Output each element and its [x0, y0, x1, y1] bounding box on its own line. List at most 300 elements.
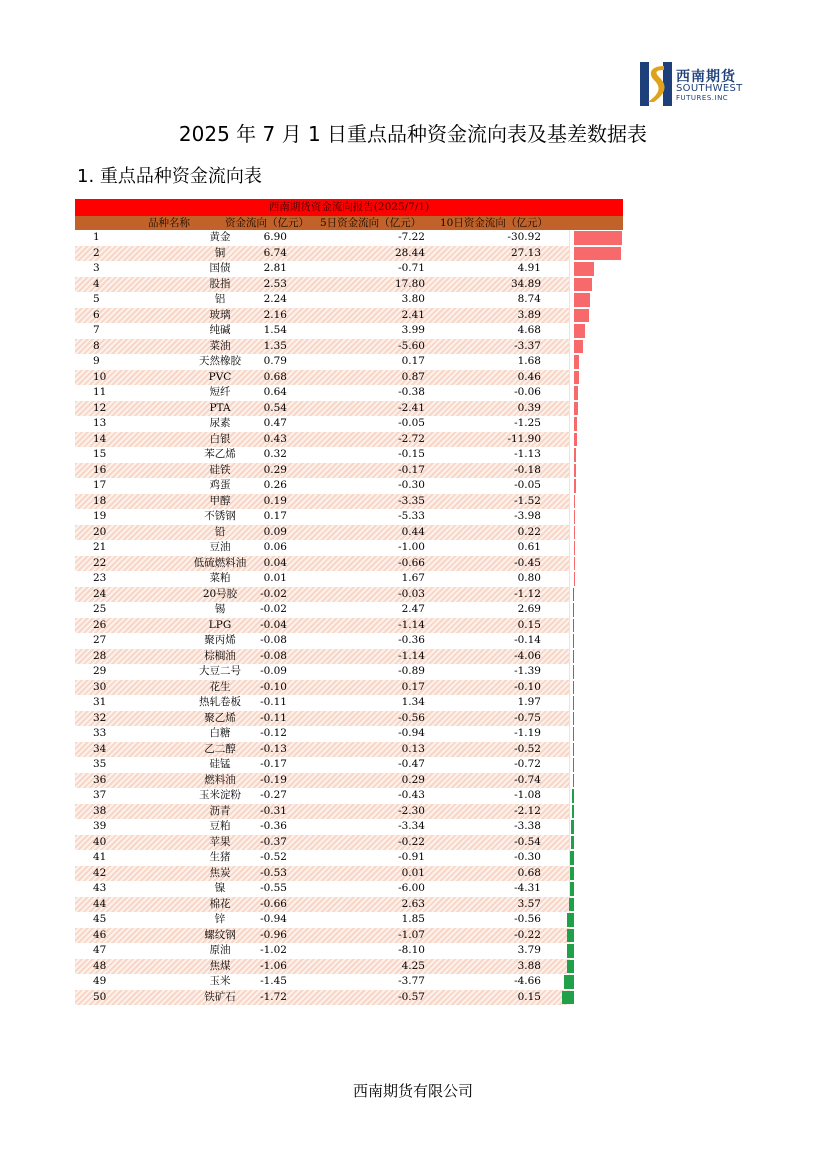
row-flow-5d: 28.44 [394, 246, 425, 259]
table-row [75, 757, 623, 773]
row-flow-10d: 2.69 [517, 603, 541, 615]
databar-cell [569, 494, 623, 510]
databar [567, 944, 574, 958]
databar-cell [569, 695, 623, 711]
row-flow-5d: -1.14 [398, 649, 425, 662]
table-row [75, 509, 623, 525]
row-flow-5d: -6.00 [398, 882, 425, 894]
row-flow-5d: -2.30 [398, 804, 425, 817]
row-flow-5d: -0.89 [398, 665, 425, 677]
databar-cell [569, 711, 623, 727]
sw-futures-logo-icon [640, 62, 672, 106]
row-flow-5d: -0.47 [398, 758, 425, 770]
databar [574, 293, 590, 307]
databar-cell [569, 726, 623, 742]
row-name: 菜油 [209, 339, 231, 352]
row-flow: -0.09 [260, 665, 287, 677]
table-row [75, 788, 623, 804]
row-flow: -0.31 [260, 804, 287, 817]
table-row [75, 540, 623, 556]
row-flow: -0.36 [260, 820, 287, 832]
row-flow-5d: 0.17 [401, 355, 425, 367]
row-name: 豆油 [209, 541, 231, 553]
row-flow: -1.72 [260, 990, 287, 1003]
row-flow: -0.19 [260, 773, 287, 786]
row-flow-10d: -0.54 [514, 835, 541, 848]
databar [572, 789, 574, 803]
row-name: 镍 [214, 882, 226, 894]
row-flow-5d: 0.13 [401, 742, 425, 755]
row-flow-5d: 2.41 [401, 308, 425, 321]
row-flow-10d: 0.22 [517, 525, 541, 538]
databar-cell [569, 463, 623, 479]
row-flow-10d: -3.37 [514, 339, 541, 352]
row-flow-5d: -0.38 [398, 386, 425, 398]
table-row [75, 277, 623, 293]
row-cells [75, 277, 569, 293]
row-flow: 1.54 [263, 324, 287, 336]
row-flow-5d: 3.80 [401, 293, 425, 305]
row-flow: -0.17 [260, 758, 287, 770]
row-flow-5d: -0.94 [398, 727, 425, 739]
row-flow: 0.64 [263, 386, 287, 398]
row-flow-5d: -0.30 [398, 479, 425, 491]
row-index: 50 [93, 990, 107, 1003]
row-flow: -0.55 [260, 882, 287, 894]
databar [569, 898, 574, 912]
row-index: 6 [93, 308, 100, 321]
databar [574, 557, 575, 571]
row-flow-5d: 0.29 [401, 773, 425, 786]
databar-cell [569, 587, 623, 603]
row-name: 聚丙烯 [204, 634, 236, 646]
row-index: 48 [93, 959, 107, 972]
row-flow-10d: 0.15 [517, 618, 541, 631]
row-flow-5d: 0.87 [401, 370, 425, 383]
databar [573, 696, 574, 710]
row-name: 铁矿石 [204, 990, 236, 1003]
databar [573, 588, 574, 602]
row-index: 16 [93, 463, 107, 476]
row-name: 焦煤 [209, 959, 231, 972]
databar [570, 851, 574, 865]
row-cells [75, 804, 569, 820]
row-flow-5d: -0.91 [398, 851, 425, 863]
row-flow-5d: -0.05 [398, 417, 425, 429]
row-index: 34 [93, 742, 107, 755]
databar [574, 464, 576, 478]
databar-cell [569, 370, 623, 386]
row-flow: -0.13 [260, 742, 287, 755]
table-row [75, 525, 623, 541]
row-name: 焦炭 [209, 866, 231, 879]
databar [562, 991, 574, 1005]
row-name: LPG [208, 618, 232, 631]
row-flow-10d: -0.30 [514, 851, 541, 863]
databar-cell [569, 323, 623, 339]
table-row [75, 323, 623, 339]
row-cells [75, 432, 569, 448]
table-row [75, 230, 623, 246]
databar [567, 929, 574, 943]
row-cells [75, 447, 569, 463]
row-cells [75, 649, 569, 665]
row-name: 苯乙烯 [204, 448, 236, 460]
databar [573, 665, 574, 679]
row-flow-10d: 0.46 [517, 370, 541, 383]
table-row [75, 354, 623, 370]
databar [574, 541, 575, 555]
row-flow: 0.43 [263, 432, 287, 445]
row-index: 5 [93, 293, 100, 305]
row-flow-10d: -0.74 [514, 773, 541, 786]
row-flow-5d: 0.17 [401, 680, 425, 693]
row-cells [75, 571, 569, 587]
row-flow-5d: 1.85 [401, 913, 425, 925]
logo-english-subtext: FUTURES.INC [676, 94, 729, 102]
databar-cell [569, 990, 623, 1006]
row-cells [75, 788, 569, 804]
row-name: 甲醇 [209, 494, 231, 507]
row-flow: -0.11 [260, 696, 287, 708]
row-flow-10d: -0.45 [514, 556, 541, 569]
row-cells [75, 246, 569, 262]
row-flow-5d: -3.77 [398, 975, 425, 987]
row-flow-10d: -4.66 [514, 975, 541, 987]
table-row [75, 463, 623, 479]
row-index: 45 [93, 913, 107, 925]
table-row [75, 416, 623, 432]
databar-cell [569, 478, 623, 494]
row-index: 38 [93, 804, 107, 817]
row-index: 11 [93, 386, 107, 398]
row-name: 燃料油 [204, 773, 236, 786]
databar [574, 417, 577, 431]
row-flow-5d: 1.34 [401, 696, 425, 708]
databar-cell [569, 959, 623, 975]
table-row [75, 819, 623, 835]
databar-cell [569, 540, 623, 556]
row-cells [75, 881, 569, 897]
row-name: 菜粕 [209, 572, 231, 584]
row-flow: 2.24 [263, 293, 287, 305]
row-cells [75, 478, 569, 494]
row-index: 19 [93, 510, 107, 522]
table-row [75, 804, 623, 820]
databar [571, 836, 574, 850]
row-name: 铝 [214, 293, 226, 305]
row-flow: 0.26 [263, 479, 287, 491]
row-cells [75, 525, 569, 541]
row-name: 20号胶 [202, 587, 238, 600]
databar-cell [569, 246, 623, 262]
row-flow-10d: 0.80 [517, 572, 541, 584]
row-index: 28 [93, 649, 107, 662]
table-row [75, 680, 623, 696]
row-cells [75, 385, 569, 401]
row-flow: -0.66 [260, 897, 287, 910]
row-name: 硅铁 [209, 463, 231, 476]
row-flow: -0.96 [260, 928, 287, 941]
row-flow: 0.29 [263, 463, 287, 476]
header-flow-10d: 10日资金流向（亿元） [440, 217, 548, 229]
row-name: 铜 [214, 246, 226, 259]
row-flow-5d: 17.80 [394, 277, 425, 290]
row-flow-5d: -2.72 [398, 432, 425, 445]
row-flow-5d: -3.34 [398, 820, 425, 832]
row-flow-5d: -0.15 [398, 448, 425, 460]
row-index: 10 [93, 370, 107, 383]
row-index: 12 [93, 401, 107, 414]
databar-cell [569, 773, 623, 789]
row-flow-10d: 0.39 [517, 401, 541, 414]
table-row [75, 587, 623, 603]
row-flow-5d: -5.60 [398, 339, 425, 352]
document-title: 2025 年 7 月 1 日重点品种资金流向表及基差数据表 [178, 122, 648, 146]
table-row [75, 866, 623, 882]
databar-cell [569, 788, 623, 804]
table-row [75, 385, 623, 401]
row-cells [75, 695, 569, 711]
row-flow-5d: -0.57 [398, 990, 425, 1003]
databar [573, 743, 574, 757]
row-cells [75, 680, 569, 696]
databar [574, 340, 583, 354]
databar [571, 820, 574, 834]
databar-cell [569, 881, 623, 897]
row-flow-5d: -7.22 [398, 231, 425, 243]
databar-cell [569, 757, 623, 773]
row-flow: 0.17 [263, 510, 287, 522]
row-name: 花生 [209, 680, 231, 693]
table-row [75, 618, 623, 634]
row-index: 23 [93, 572, 107, 584]
row-cells [75, 509, 569, 525]
databar-cell [569, 649, 623, 665]
row-cells [75, 850, 569, 866]
row-flow: -0.08 [260, 634, 287, 646]
databar-cell [569, 571, 623, 587]
row-index: 47 [93, 944, 107, 956]
row-flow-10d: -30.92 [507, 231, 541, 243]
row-flow-5d: -8.10 [398, 944, 425, 956]
row-flow: -0.11 [260, 711, 287, 724]
row-flow-5d: -0.17 [398, 463, 425, 476]
row-cells [75, 618, 569, 634]
row-flow-10d: -0.75 [514, 711, 541, 724]
row-name: 锌 [214, 913, 226, 925]
row-flow-5d: -3.35 [398, 494, 425, 507]
databar [573, 650, 574, 664]
row-flow-10d: -0.22 [514, 928, 541, 941]
row-flow: -0.27 [260, 789, 287, 801]
row-cells [75, 323, 569, 339]
row-cells [75, 556, 569, 572]
databar [574, 262, 594, 276]
databar [574, 309, 589, 323]
row-flow-5d: -0.43 [398, 789, 425, 801]
row-cells [75, 370, 569, 386]
row-name: 原油 [209, 944, 231, 956]
databar [574, 479, 576, 493]
row-name: 玻璃 [209, 308, 231, 321]
row-index: 35 [93, 758, 107, 770]
table-row [75, 602, 623, 618]
row-name: 乙二醇 [204, 742, 236, 755]
row-cells [75, 819, 569, 835]
row-flow: 6.74 [263, 246, 287, 259]
row-name: 白糖 [209, 727, 231, 739]
row-flow-5d: -0.66 [398, 556, 425, 569]
row-flow-10d: -0.56 [514, 913, 541, 925]
table-row [75, 246, 623, 262]
table-row [75, 432, 623, 448]
row-cells [75, 773, 569, 789]
row-flow: -0.02 [260, 603, 287, 615]
row-flow-10d: 27.13 [510, 246, 541, 259]
databar-cell [569, 928, 623, 944]
row-cells [75, 974, 569, 990]
databar [572, 805, 574, 819]
row-flow-10d: 1.97 [517, 696, 541, 708]
row-cells [75, 711, 569, 727]
row-flow-10d: -0.52 [514, 742, 541, 755]
row-name: 鸡蛋 [209, 479, 231, 491]
row-index: 21 [93, 541, 107, 553]
table-row [75, 292, 623, 308]
databar-cell [569, 509, 623, 525]
row-flow: 2.16 [263, 308, 287, 321]
row-cells [75, 835, 569, 851]
table-row [75, 308, 623, 324]
row-cells [75, 587, 569, 603]
row-name: 热轧卷板 [199, 696, 241, 708]
logo-english-text: SOUTHWEST [676, 83, 743, 94]
table-row [75, 447, 623, 463]
row-name: 国债 [209, 262, 231, 274]
row-index: 17 [93, 479, 107, 491]
row-flow: -0.52 [260, 851, 287, 863]
databar-cell [569, 943, 623, 959]
row-name: 不锈钢 [204, 510, 236, 522]
row-index: 9 [93, 355, 100, 367]
row-flow-10d: -1.19 [514, 727, 541, 739]
logo-chinese-text: 西南期货 [676, 69, 736, 85]
row-name: 苹果 [209, 835, 231, 848]
row-flow: 0.32 [263, 448, 287, 460]
row-flow-5d: 4.25 [401, 959, 425, 972]
databar [573, 712, 574, 726]
row-cells [75, 928, 569, 944]
row-flow: -1.06 [260, 959, 287, 972]
row-flow-5d: -0.36 [398, 634, 425, 646]
row-flow: 2.53 [263, 277, 287, 290]
section-title: 1. 重点品种资金流向表 [77, 166, 262, 187]
row-flow-10d: -11.90 [507, 432, 541, 445]
row-name: 豆粕 [209, 820, 231, 832]
row-index: 4 [93, 277, 100, 290]
row-flow: 6.90 [263, 231, 287, 243]
row-flow: -0.08 [260, 649, 287, 662]
databar-cell [569, 447, 623, 463]
table-row [75, 478, 623, 494]
row-flow-10d: -1.13 [514, 448, 541, 460]
row-name: 螺纹钢 [204, 928, 236, 941]
databar-cell [569, 292, 623, 308]
databar-cell [569, 680, 623, 696]
row-flow-10d: 0.61 [517, 541, 541, 553]
row-cells [75, 959, 569, 975]
row-flow-5d: 1.67 [401, 572, 425, 584]
row-flow-10d: 3.88 [517, 959, 541, 972]
row-index: 2 [93, 246, 100, 259]
databar [573, 634, 574, 648]
row-flow-10d: 4.91 [517, 262, 541, 274]
table-row [75, 850, 623, 866]
table-row [75, 912, 623, 928]
row-flow-10d: -0.10 [514, 680, 541, 693]
row-index: 7 [93, 324, 100, 336]
row-flow: -1.02 [260, 944, 287, 956]
row-flow-5d: -0.22 [398, 835, 425, 848]
table-row [75, 370, 623, 386]
databar [574, 324, 585, 338]
row-index: 22 [93, 556, 107, 569]
table-row [75, 974, 623, 990]
row-flow-10d: -1.08 [514, 789, 541, 801]
row-flow-10d: 8.74 [517, 293, 541, 305]
databar-cell [569, 339, 623, 355]
row-index: 14 [93, 432, 107, 445]
row-name: 纯碱 [209, 324, 231, 336]
row-name: 低硫燃料油 [193, 556, 247, 569]
table-row [75, 401, 623, 417]
databar [573, 774, 574, 788]
row-flow: 0.06 [263, 541, 287, 553]
table-row [75, 742, 623, 758]
row-name: 锡 [214, 603, 226, 615]
row-index: 40 [93, 835, 107, 848]
header-flow-5d: 5日资金流向（亿元） [320, 217, 422, 229]
row-cells [75, 726, 569, 742]
row-index: 8 [93, 339, 100, 352]
row-index: 49 [93, 975, 107, 987]
fund-flow-table [75, 199, 623, 1005]
table-row [75, 773, 623, 789]
row-flow-5d: -2.41 [398, 401, 425, 414]
databar [574, 278, 592, 292]
row-flow-5d: -1.07 [398, 928, 425, 941]
table-row [75, 261, 623, 277]
databar-cell [569, 416, 623, 432]
table-row [75, 928, 623, 944]
row-index: 33 [93, 727, 107, 739]
row-flow: 0.47 [263, 417, 287, 429]
row-index: 41 [93, 851, 107, 863]
databar-cell [569, 912, 623, 928]
row-cells [75, 416, 569, 432]
databar-cell [569, 261, 623, 277]
row-cells [75, 602, 569, 618]
footer-company: 西南期货有限公司 [352, 1082, 473, 1100]
row-name: 生猪 [209, 851, 231, 863]
row-flow: 0.09 [263, 525, 287, 538]
row-flow: 0.68 [263, 370, 287, 383]
row-flow-10d: -1.39 [514, 665, 541, 677]
row-flow-10d: 0.15 [517, 990, 541, 1003]
row-name: 大豆二号 [199, 665, 241, 677]
row-flow-5d: -1.14 [398, 618, 425, 631]
